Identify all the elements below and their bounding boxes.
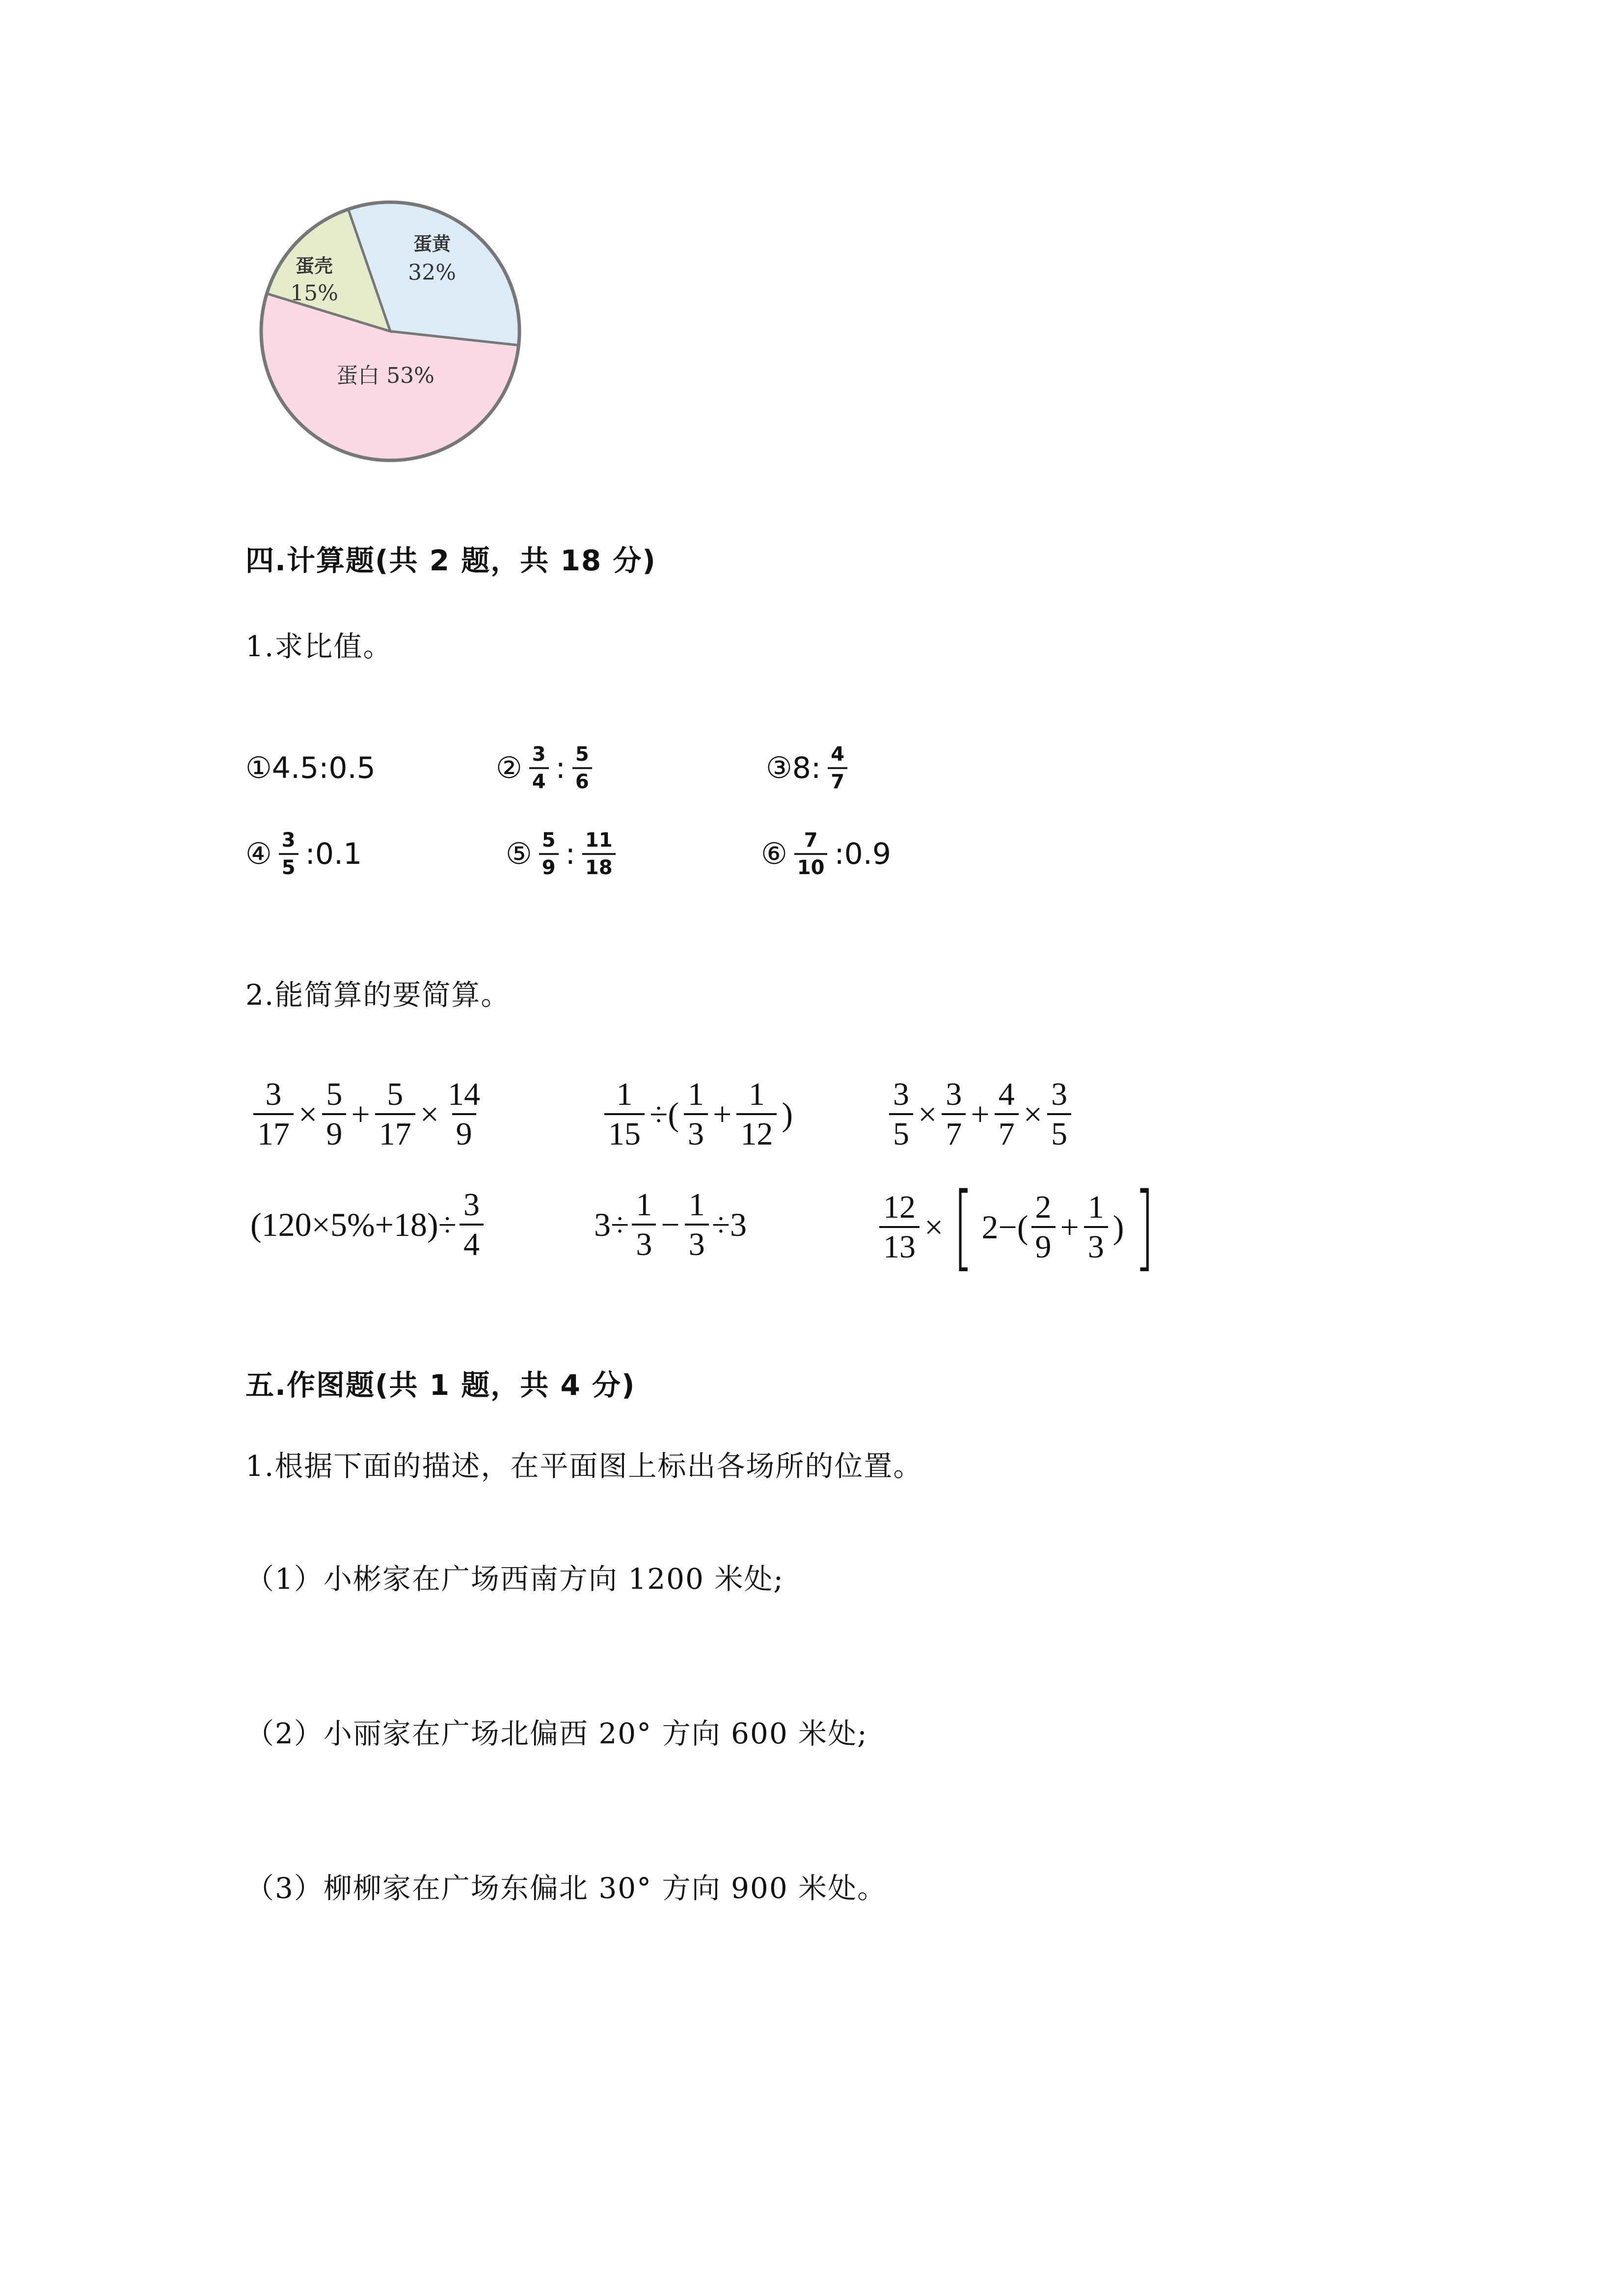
numerator: 1 xyxy=(687,1076,704,1112)
fraction xyxy=(889,1077,913,1151)
expression-5 xyxy=(594,1188,747,1262)
numerator: 4 xyxy=(998,1076,1015,1112)
numerator: 3 xyxy=(1051,1076,1068,1112)
ratio-colon: : xyxy=(565,837,575,871)
fraction xyxy=(253,1077,294,1151)
operator: × xyxy=(298,1095,318,1133)
fraction xyxy=(879,1190,920,1264)
numerator: 3 xyxy=(281,829,296,852)
numerator: 2 xyxy=(1035,1189,1052,1225)
denominator: 6 xyxy=(572,767,592,792)
ratio-item-2 xyxy=(496,734,599,802)
numerator: 3 xyxy=(532,743,546,766)
expression-6-middle: 2−( xyxy=(981,1208,1029,1246)
operator: ÷( xyxy=(650,1095,679,1133)
operator: + xyxy=(712,1095,732,1133)
numerator: 7 xyxy=(804,829,818,852)
expression-4 xyxy=(250,1188,487,1262)
numerator: 12 xyxy=(883,1189,916,1225)
operator: + xyxy=(351,1095,370,1133)
denominator: 3 xyxy=(684,1113,708,1151)
fraction xyxy=(1047,1077,1071,1151)
section5-item-3: （3）柳柳家在广场东偏北 30° 方向 900 米处。 xyxy=(245,1871,887,1905)
ratio-row-2 xyxy=(245,820,1031,888)
operator: + xyxy=(971,1095,990,1133)
fraction xyxy=(375,1077,415,1151)
ratio-item-1 xyxy=(245,734,376,802)
fraction xyxy=(539,830,559,878)
denominator: 9 xyxy=(539,853,559,878)
operator: ) xyxy=(1112,1208,1124,1246)
denominator: 3 xyxy=(1084,1226,1108,1264)
numerator: 5 xyxy=(387,1076,404,1112)
numerator: 1 xyxy=(1087,1189,1104,1225)
section5-title: 五.作图题(共 1 题，共 4 分) xyxy=(245,1368,636,1402)
denominator: 18 xyxy=(582,853,616,878)
numerator: 1 xyxy=(748,1076,765,1112)
numerator: 3 xyxy=(265,1076,282,1112)
fraction xyxy=(828,745,847,792)
left-square-bracket: [ xyxy=(953,1173,974,1281)
operator: × xyxy=(918,1095,937,1133)
fraction xyxy=(1084,1190,1108,1264)
numerator: 14 xyxy=(448,1076,481,1112)
fraction xyxy=(444,1077,484,1151)
fraction xyxy=(632,1188,656,1262)
denominator: 5 xyxy=(1047,1113,1071,1151)
expression-4-prefix: (120×5%+18)÷ xyxy=(250,1205,457,1243)
fraction xyxy=(684,1077,708,1151)
numerator: 5 xyxy=(575,743,589,766)
circled-number-1: ① xyxy=(245,751,272,785)
section5-question1: 1.根据下面的描述，在平面图上标出各场所的位置。 xyxy=(245,1449,923,1483)
operator: + xyxy=(1060,1208,1079,1246)
denominator: 5 xyxy=(279,853,298,878)
pie-label-white: 蛋白 53% xyxy=(336,363,434,388)
numerator: 5 xyxy=(541,829,556,852)
ratio-3-prefix: 8: xyxy=(792,751,821,785)
denominator: 9 xyxy=(452,1113,476,1151)
denominator: 15 xyxy=(604,1113,645,1151)
ratio-1-text: 4.5:0.5 xyxy=(271,751,376,785)
fraction xyxy=(794,830,828,878)
operator: × xyxy=(420,1095,439,1133)
expression-6 xyxy=(876,1173,1163,1281)
expression-1 xyxy=(250,1077,487,1151)
expression-5-suffix: ÷3 xyxy=(711,1205,747,1243)
circled-number-3: ③ xyxy=(766,751,792,785)
denominator: 7 xyxy=(942,1113,966,1151)
fraction xyxy=(942,1077,966,1151)
denominator: 17 xyxy=(375,1113,415,1151)
pie-label-shell: 蛋壳 xyxy=(295,255,333,277)
numerator: 4 xyxy=(831,743,845,766)
denominator: 9 xyxy=(322,1113,346,1151)
pie-label-yolk-value: 32% xyxy=(408,260,456,285)
fraction xyxy=(995,1077,1019,1151)
ratio-item-3 xyxy=(766,734,854,802)
fraction xyxy=(279,830,298,878)
egg-composition-pie-chart xyxy=(255,196,525,466)
fraction xyxy=(322,1077,346,1151)
ratio-item-6 xyxy=(761,820,891,888)
denominator: 4 xyxy=(460,1224,484,1261)
fraction xyxy=(460,1188,484,1262)
operator: ) xyxy=(782,1095,793,1133)
circled-number-6: ⑥ xyxy=(761,837,787,871)
fraction xyxy=(685,1188,709,1262)
denominator: 9 xyxy=(1031,1226,1056,1264)
numerator: 3 xyxy=(463,1187,480,1223)
ratio-colon: : xyxy=(555,751,566,785)
expression-5-prefix: 3÷ xyxy=(594,1205,629,1243)
numerator: 3 xyxy=(893,1076,909,1112)
denominator: 3 xyxy=(632,1224,656,1261)
numerator: 1 xyxy=(636,1187,652,1223)
fraction xyxy=(572,745,592,792)
fraction xyxy=(736,1077,777,1151)
denominator: 7 xyxy=(995,1113,1019,1151)
section4-question2: 2.能简算的要简算。 xyxy=(245,978,511,1012)
expression-2 xyxy=(601,1077,795,1151)
right-square-bracket: ] xyxy=(1134,1173,1154,1281)
circled-number-5: ⑤ xyxy=(506,837,532,871)
operator: − xyxy=(661,1205,680,1243)
circled-number-4: ④ xyxy=(245,837,272,871)
ratio-row-1 xyxy=(245,734,1031,802)
fraction xyxy=(1031,1190,1056,1264)
section4-title: 四.计算题(共 2 题，共 18 分) xyxy=(245,544,656,577)
ratio-item-5 xyxy=(506,820,623,888)
ratio-4-suffix: :0.1 xyxy=(305,837,362,871)
ratio-item-4 xyxy=(245,820,362,888)
operator: × xyxy=(1023,1095,1043,1133)
numerator: 1 xyxy=(616,1076,633,1112)
numerator: 1 xyxy=(688,1187,705,1223)
fraction xyxy=(582,830,616,878)
operator: × xyxy=(924,1208,944,1246)
pie-label-yolk: 蛋黄 xyxy=(413,233,451,255)
denominator: 12 xyxy=(736,1113,777,1151)
denominator: 7 xyxy=(828,767,847,792)
circled-number-2: ② xyxy=(496,751,522,785)
fraction xyxy=(529,745,549,792)
section5-item-2: （2）小丽家在广场北偏西 20° 方向 600 米处; xyxy=(245,1717,868,1750)
denominator: 3 xyxy=(685,1224,709,1261)
fraction xyxy=(604,1077,645,1151)
denominator: 10 xyxy=(794,853,828,878)
numerator: 11 xyxy=(585,829,613,852)
expression-3 xyxy=(886,1077,1074,1151)
section5-item-1: （1）小彬家在广场西南方向 1200 米处; xyxy=(245,1562,784,1596)
section4-question1: 1.求比值。 xyxy=(245,630,393,663)
denominator: 17 xyxy=(253,1113,294,1151)
denominator: 5 xyxy=(889,1113,913,1151)
denominator: 4 xyxy=(529,767,549,792)
numerator: 5 xyxy=(326,1076,343,1112)
pie-label-shell-value: 15% xyxy=(290,281,338,306)
denominator: 13 xyxy=(879,1226,920,1264)
numerator: 3 xyxy=(946,1076,962,1112)
ratio-6-suffix: :0.9 xyxy=(834,837,892,871)
